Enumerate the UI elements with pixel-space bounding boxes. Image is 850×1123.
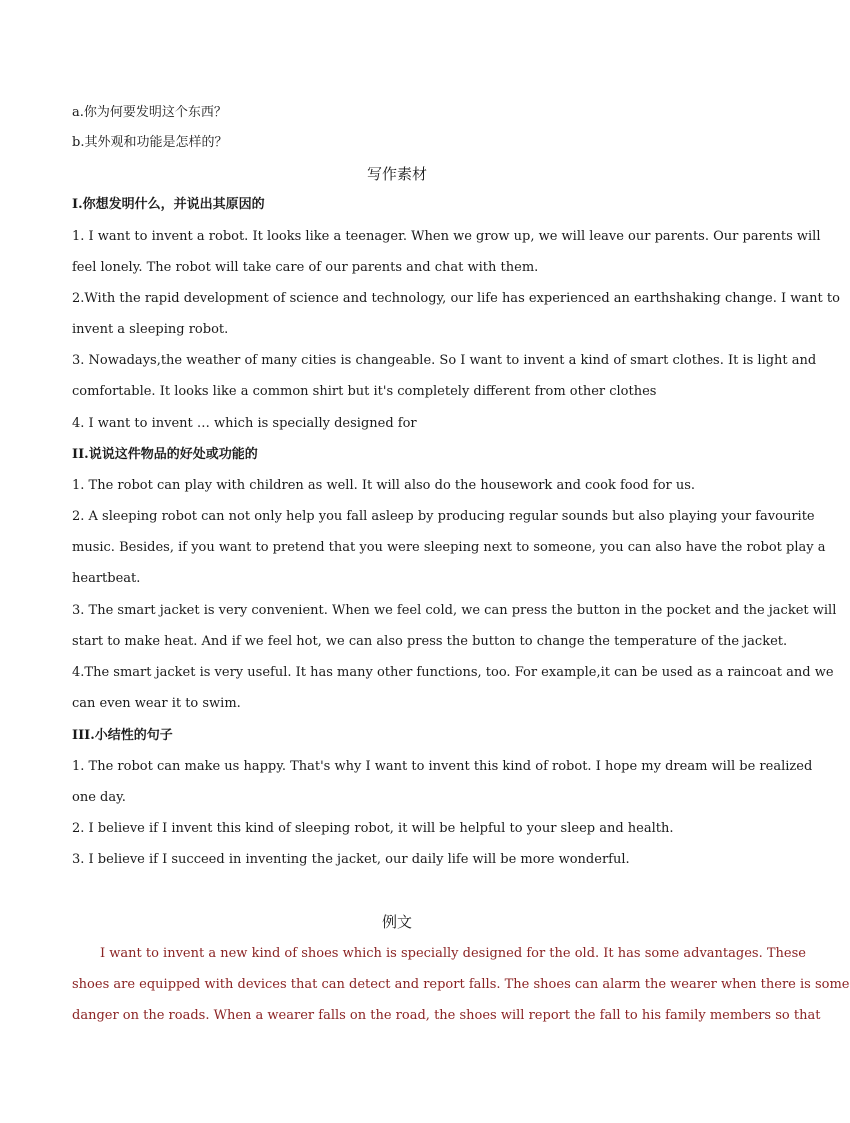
- section2-line: 1. The robot can play with children as well. It will also do the housework and cook food for us.: [72, 478, 696, 493]
- example-line: I want to invent a new kind of shoes which is specially designed for the old. It has some advantages. These: [100, 946, 806, 961]
- section2-line: 4.The smart jacket is very useful. It has many other functions, too. For example,it can be used as a raincoat and we: [72, 665, 834, 680]
- section3-title: III.小结性的句子: [72, 728, 173, 743]
- question-b: b.其外观和功能是怎样的？: [72, 135, 228, 150]
- section3-line: one day.: [72, 790, 126, 805]
- example-title: 例文: [381, 913, 412, 931]
- section2-line: 2. A sleeping robot can not only help you fall asleep by producing regular sounds but also playing your favourite: [72, 509, 815, 524]
- example-line: shoes are equipped with devices that can detect and report falls. The shoes can alarm the wearer when there is some: [72, 977, 850, 992]
- section2-line: can even wear it to swim.: [72, 696, 241, 711]
- section2-line: heartbeat.: [72, 571, 141, 586]
- section1-line: 3. Nowadays,the weather of many cities is changeable. So I want to invent a kind of smart clothes. It is light and: [72, 353, 817, 368]
- section1-line: comfortable. It looks like a common shirt but it's completely different from other clothes: [72, 384, 657, 399]
- section1-line: 1. I want to invent a robot. It looks like a teenager. When we grow up, we will leave our parents. Our parents will: [72, 229, 821, 244]
- section3-line: 2. I believe if I invent this kind of sleeping robot, it will be helpful to your sleep and health.: [72, 821, 674, 836]
- section2-line: 3. The smart jacket is very convenient. When we feel cold, we can press the button in the pocket and the jacket will: [72, 603, 837, 618]
- material-title: 写作素材: [366, 165, 427, 183]
- section1-line: 4. I want to invent … which is specially designed for: [72, 416, 417, 431]
- section2-line: start to make heat. And if we feel hot, we can also press the button to change the temperature of the jacket.: [72, 634, 788, 649]
- section3-line: 3. I believe if I succeed in inventing the jacket, our daily life will be more wonderful.: [72, 852, 630, 867]
- section1-title: I.你想发明什么，并说出其原因的: [72, 197, 265, 212]
- section1-line: 2.With the rapid development of science and technology, our life has experienced an earthshaking change. I want to: [72, 291, 840, 306]
- example-line: danger on the roads. When a wearer falls on the road, the shoes will report the fall to his family members so that: [72, 1008, 821, 1023]
- section1-line: invent a sleeping robot.: [72, 322, 229, 337]
- section1-line: feel lonely. The robot will take care of our parents and chat with them.: [72, 260, 539, 275]
- section2-line: music. Besides, if you want to pretend that you were sleeping next to someone, you can also have the robot play a: [72, 540, 826, 555]
- section2-title: II.说说这件物品的好处或功能的: [72, 447, 258, 462]
- question-a: a.你为何要发明这个东西？: [72, 105, 227, 120]
- section3-line: 1. The robot can make us happy. That's why I want to invent this kind of robot. I hope my dream will be realized: [72, 759, 813, 774]
